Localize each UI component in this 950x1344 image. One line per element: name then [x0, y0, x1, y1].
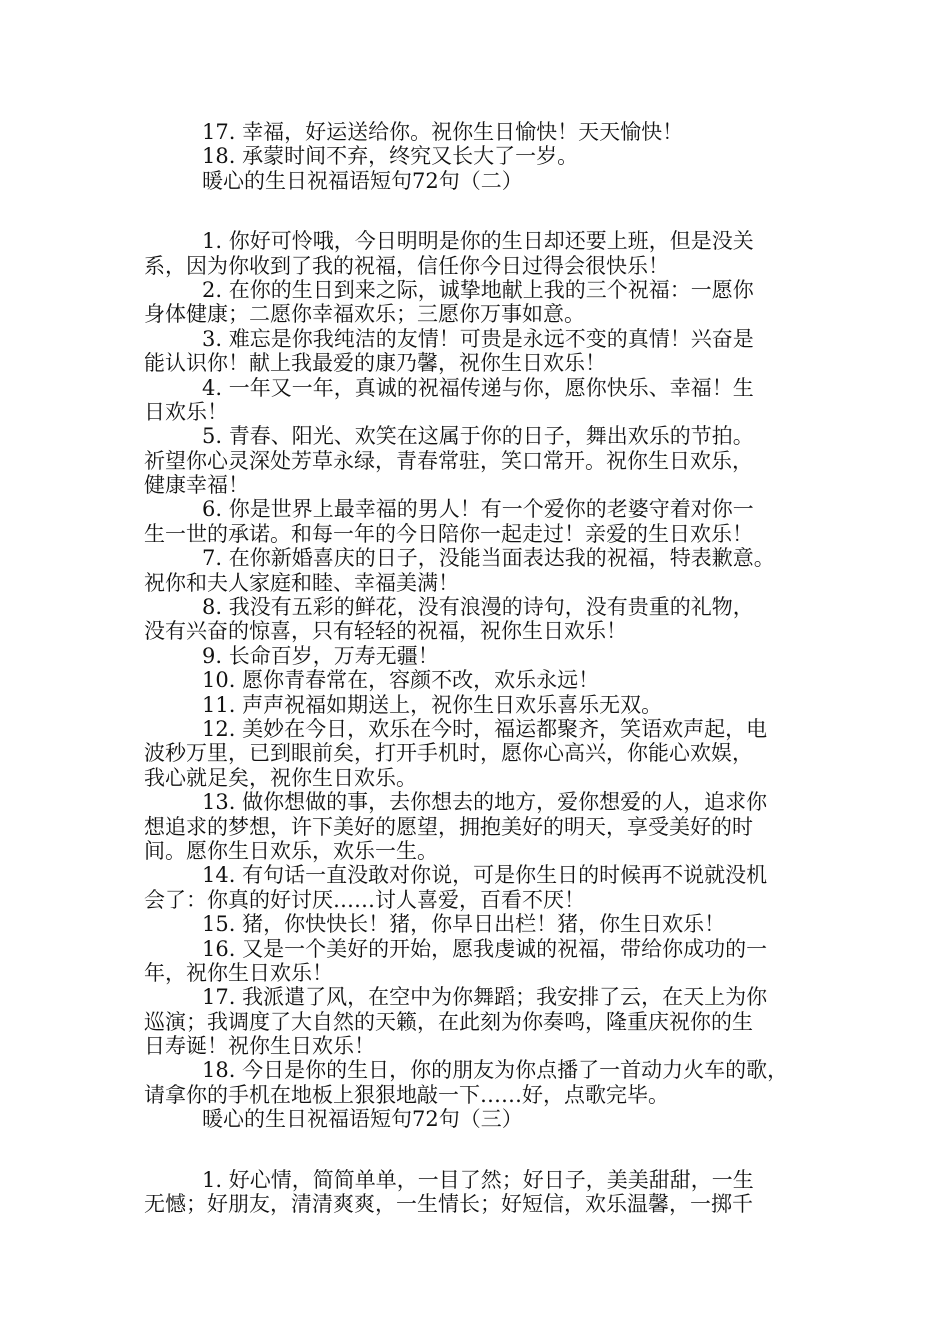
paragraph-line: 没有兴奋的惊喜，只有轻轻的祝福，祝你生日欢乐！ [144, 619, 627, 644]
document-body [144, 120, 824, 1216]
paragraph-line: 17. 幸福，好运送给你。祝你生日愉快！天天愉快！ [202, 120, 684, 144]
paragraph-line: 3. 难忘是你我纯洁的友情！可贵是永远不变的真情！兴奋是 [202, 326, 754, 351]
paragraph-line: 祈望你心灵深处芳草永绿，青春常驻，笑口常开。祝你生日欢乐， [144, 448, 753, 473]
paragraph-line: 12. 美妙在今日，欢乐在今时，福运都聚齐，笑语欢声起，电 [202, 716, 768, 741]
paragraph-line: 1. 你好可怜哦，今日明明是你的生日却还要上班，但是没关 [202, 229, 754, 254]
paragraph-line: 日欢乐！ [144, 399, 228, 424]
paragraph-line: 5. 青春、阳光、欢笑在这属于你的日子，舞出欢乐的节拍。 [202, 424, 754, 449]
paragraph-line: 17. 我派遣了风，在空中为你舞蹈；我安排了云，在天上为你 [202, 985, 768, 1010]
paragraph-line: 8. 我没有五彩的鲜花，没有浪漫的诗句，没有贵重的礼物， [202, 595, 754, 620]
blank-line [144, 1132, 824, 1168]
paragraph-line: 会了：你真的好讨厌……讨人喜爱，百看不厌！ [144, 887, 585, 912]
paragraph-line: 15. 猪，你快快长！猪，你早日出栏！猪，你生日欢乐！ [202, 912, 726, 937]
paragraph-line: 11. 声声祝福如期送上，祝你生日欢乐喜乐无双。 [202, 692, 663, 717]
paragraph-line: 16. 又是一个美好的开始，愿我虔诚的祝福，带给你成功的一 [202, 936, 768, 961]
paragraph-line: 巡演；我调度了大自然的天籁，在此刻为你奏鸣，隆重庆祝你的生 [144, 1009, 753, 1034]
paragraph-line: 间。愿你生日欢乐，欢乐一生。 [144, 838, 438, 863]
paragraph-line: 年，祝你生日欢乐！ [144, 960, 333, 985]
paragraph-line: 1. 好心情，简简单单，一目了然；好日子，美美甜甜，一生 [202, 1167, 754, 1192]
paragraph-line: 10. 愿你青春常在，容颜不改，欢乐永远！ [202, 668, 600, 693]
paragraph-line: 祝你和夫人家庭和睦、幸福美满！ [144, 570, 459, 595]
paragraph-line: 13. 做你想做的事，去你想去的地方，爱你想爱的人，追求你 [202, 790, 768, 815]
section-3 [144, 1168, 824, 1217]
paragraph-line: 7. 在你新婚喜庆的日子，没能当面表达我的祝福，特表歉意。 [202, 546, 775, 571]
paragraph-line: 想追求的梦想，许下美好的愿望，拥抱美好的明天，享受美好的时 [144, 814, 753, 839]
paragraph-line: 日寿诞！祝你生日欢乐！ [144, 1034, 375, 1059]
paragraph-line: 我心就足矣，祝你生日欢乐。 [144, 765, 417, 790]
paragraph-line: 4. 一年又一年，真诚的祝福传递与你，愿你快乐、幸福！生 [202, 375, 754, 400]
paragraph-line: 18. 承蒙时间不弃，终究又长大了一岁。 [202, 144, 579, 169]
paragraph-line: 请拿你的手机在地板上狠狠地敲一下……好，点歌完毕。 [144, 1082, 669, 1107]
paragraph-line: 健康幸福！ [144, 473, 249, 498]
paragraph-line: 波秒万里，已到眼前矣，打开手机时，愿你心高兴，你能心欢娱， [144, 741, 753, 766]
paragraph-line: 系，因为你收到了我的祝福，信任你今日过得会很快乐！ [144, 253, 669, 278]
blank-line [144, 193, 824, 229]
section-title: 暖心的生日祝福语短句72句（三） [202, 1107, 523, 1132]
paragraph-line: 14. 有句话一直没敢对你说，可是你生日的时候再不说就没机 [202, 863, 768, 888]
paragraph-line: 身体健康；二愿你幸福欢乐；三愿你万事如意。 [144, 302, 585, 327]
paragraph-line: 能认识你！献上我最爱的康乃馨，祝你生日欢乐！ [144, 351, 606, 376]
paragraph-line: 2. 在你的生日到来之际，诚挚地献上我的三个祝福：一愿你 [202, 277, 754, 302]
paragraph-line: 9. 长命百岁，万寿无疆！ [202, 643, 439, 668]
paragraph-line: 生一世的承诺。和每一年的今日陪你一起走过！亲爱的生日欢乐！ [144, 521, 753, 546]
section-title: 暖心的生日祝福语短句72句（二） [202, 168, 523, 193]
paragraph-line: 18. 今日是你的生日，你的朋友为你点播了一首动力火车的歌， [202, 1058, 789, 1083]
paragraph-line: 6. 你是世界上最幸福的男人！有一个爱你的老婆守着对你一 [202, 497, 754, 522]
paragraph-line: 无憾；好朋友，清清爽爽，一生情长；好短信，欢乐温馨，一掷千 [144, 1192, 753, 1217]
section-2 [144, 229, 824, 1107]
